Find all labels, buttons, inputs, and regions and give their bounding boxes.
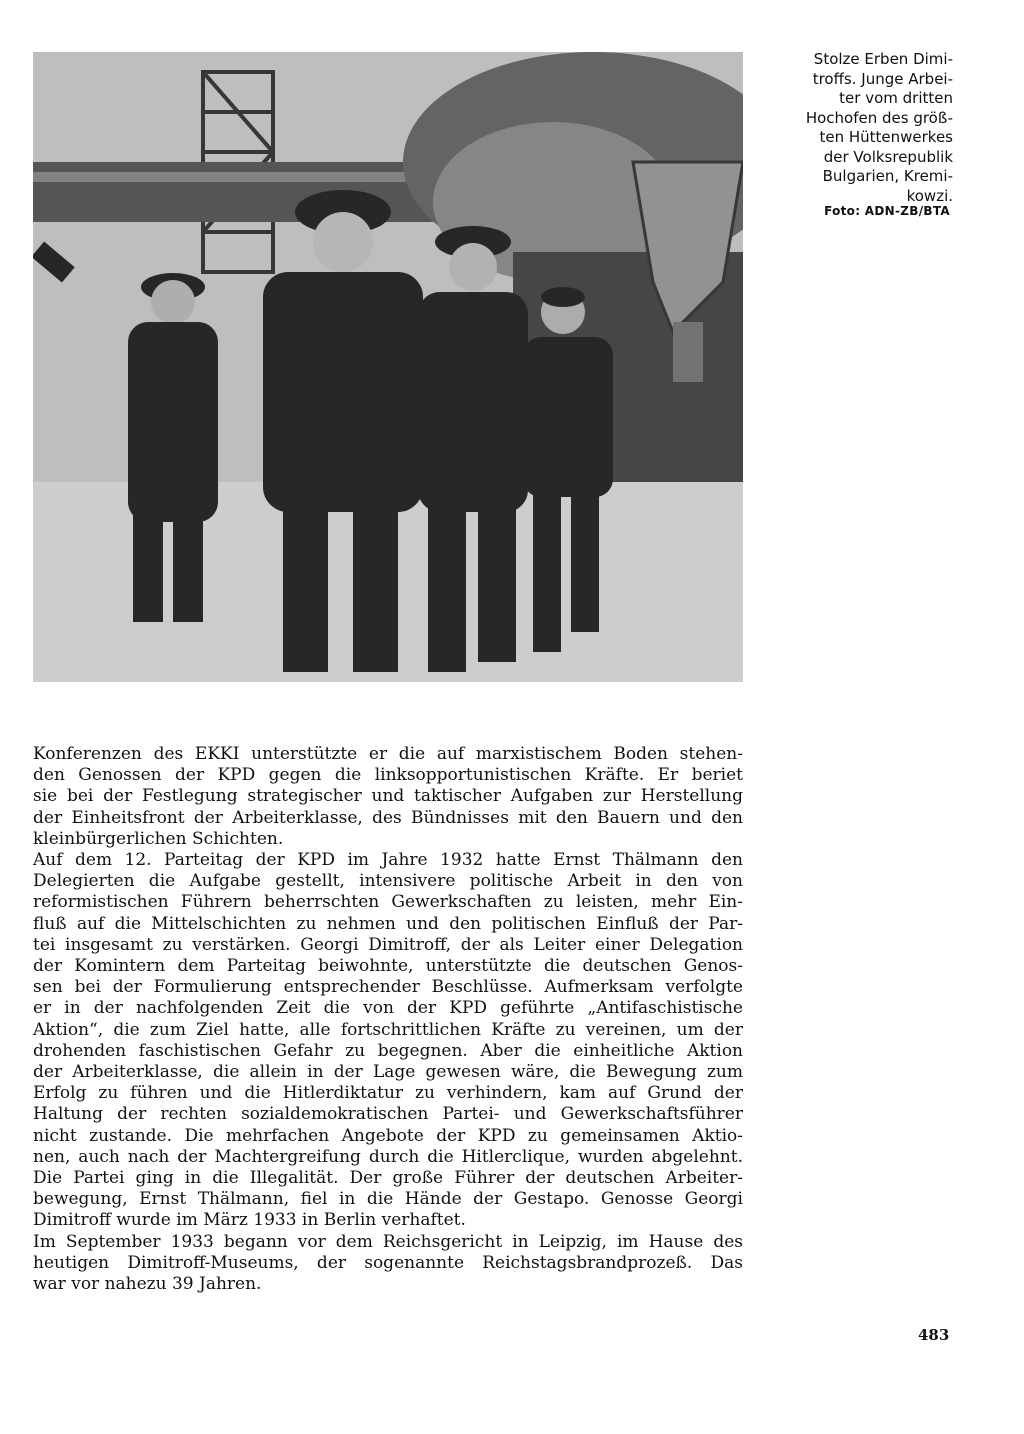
text-line: Auf dem 12. Parteitag der KPD im Jahre 1932 hatte Ernst Thälmann den	[33, 850, 743, 871]
photo-blast-furnace-workers	[33, 52, 743, 682]
text-line: kleinbürgerlichen Schichten.	[33, 828, 284, 849]
photo-illustration	[33, 52, 743, 682]
paragraph-3	[33, 1232, 743, 1296]
text-line: er in der nachfolgenden Zeit die von der KPD geführte „Antifaschistische	[33, 998, 743, 1019]
text-line: Haltung der rechten sozialdemokratischen Partei- und Gewerkschaftsführer	[33, 1104, 743, 1125]
text-line: reformistischen Führern beherrschten Gewerkschaften zu leisten, mehr Ein-	[33, 892, 743, 913]
text-line: der Arbeiterklasse, die allein in der Lage gewesen wäre, die Bewegung zum	[33, 1062, 743, 1083]
text-line: fluß auf die Mittelschichten zu nehmen und den politischen Einfluß der Par-	[33, 913, 743, 934]
text-line: war vor nahezu 39 Jahren.	[33, 1274, 262, 1295]
paragraph-1	[33, 744, 743, 850]
text-line: nicht zustande. Die mehrfachen Angebote der KPD zu gemeinsamen Aktio-	[33, 1125, 743, 1146]
text-line: den Genossen der KPD gegen die linksopportunistischen Kräfte. Er beriet	[33, 765, 743, 786]
text-line: sie bei der Festlegung strategischer und taktischer Aufgaben zur Herstellung	[33, 786, 743, 807]
text-line: sen bei der Formulierung entsprechender Beschlüsse. Aufmerksam verfolgte	[33, 977, 743, 998]
text-line: Im September 1933 begann vor dem Reichsgericht in Leipzig, im Hause des	[33, 1231, 743, 1252]
text-line: der Komintern dem Parteitag beiwohnte, unterstützte die deutschen Genos-	[33, 956, 743, 977]
text-line: Die Partei ging in die Illegalität. Der große Führer der deutschen Arbeiter-	[33, 1168, 743, 1189]
paragraph-2	[33, 850, 743, 1232]
text-line: Dimitroff wurde im März 1933 in Berlin verhaftet.	[33, 1210, 466, 1231]
caption-line: Hochofen des größ-	[805, 108, 953, 127]
photo-credit: Foto: ADN-ZB/BTA	[824, 204, 950, 218]
caption-line: ten Hüttenwerkes	[819, 128, 953, 146]
page-number: 483	[918, 1326, 950, 1344]
text-line: Aktion“, die zum Ziel hatte, alle fortschrittlichen Kräfte zu vereinen, um der	[33, 1019, 743, 1040]
article-body	[33, 744, 743, 1295]
text-line: drohenden faschistischen Gefahr zu begegnen. Aber die einheitliche Aktion	[33, 1040, 743, 1061]
text-line: bewegung, Ernst Thälmann, fiel in die Hände der Gestapo. Genosse Georgi	[33, 1189, 743, 1210]
text-line: nen, auch nach der Machtergreifung durch die Hitlerclique, wurden abgelehnt.	[33, 1146, 743, 1167]
caption-line: Bulgarien, Kremi-	[822, 167, 953, 185]
caption-line: ter vom dritten	[839, 89, 953, 107]
caption-line: Stolze Erben Dimi-	[813, 50, 953, 68]
text-line: Delegierten die Aufgabe gestellt, intensivere politische Arbeit in den von	[33, 871, 743, 892]
caption-line: kowzi.	[906, 186, 953, 205]
text-line: heutigen Dimitroff-Museums, der sogenannte Reichstagsbrandprozeß. Das	[33, 1252, 743, 1273]
text-line: Konferenzen des EKKI unterstützte er die auf marxistischem Boden stehen-	[33, 744, 743, 764]
caption-line: der Volksrepublik	[823, 147, 953, 166]
photo-caption	[770, 50, 953, 206]
text-line: der Einheitsfront der Arbeiterklasse, des Bündnisses mit den Bauern und den	[33, 807, 743, 828]
text-line: tei insgesamt zu verstärken. Georgi Dimitroff, der als Leiter einer Delegation	[33, 934, 743, 955]
text-line: Erfolg zu führen und die Hitlerdiktatur zu verhindern, kam auf Grund der	[33, 1083, 743, 1104]
caption-line: troffs. Junge Arbei-	[812, 69, 953, 88]
